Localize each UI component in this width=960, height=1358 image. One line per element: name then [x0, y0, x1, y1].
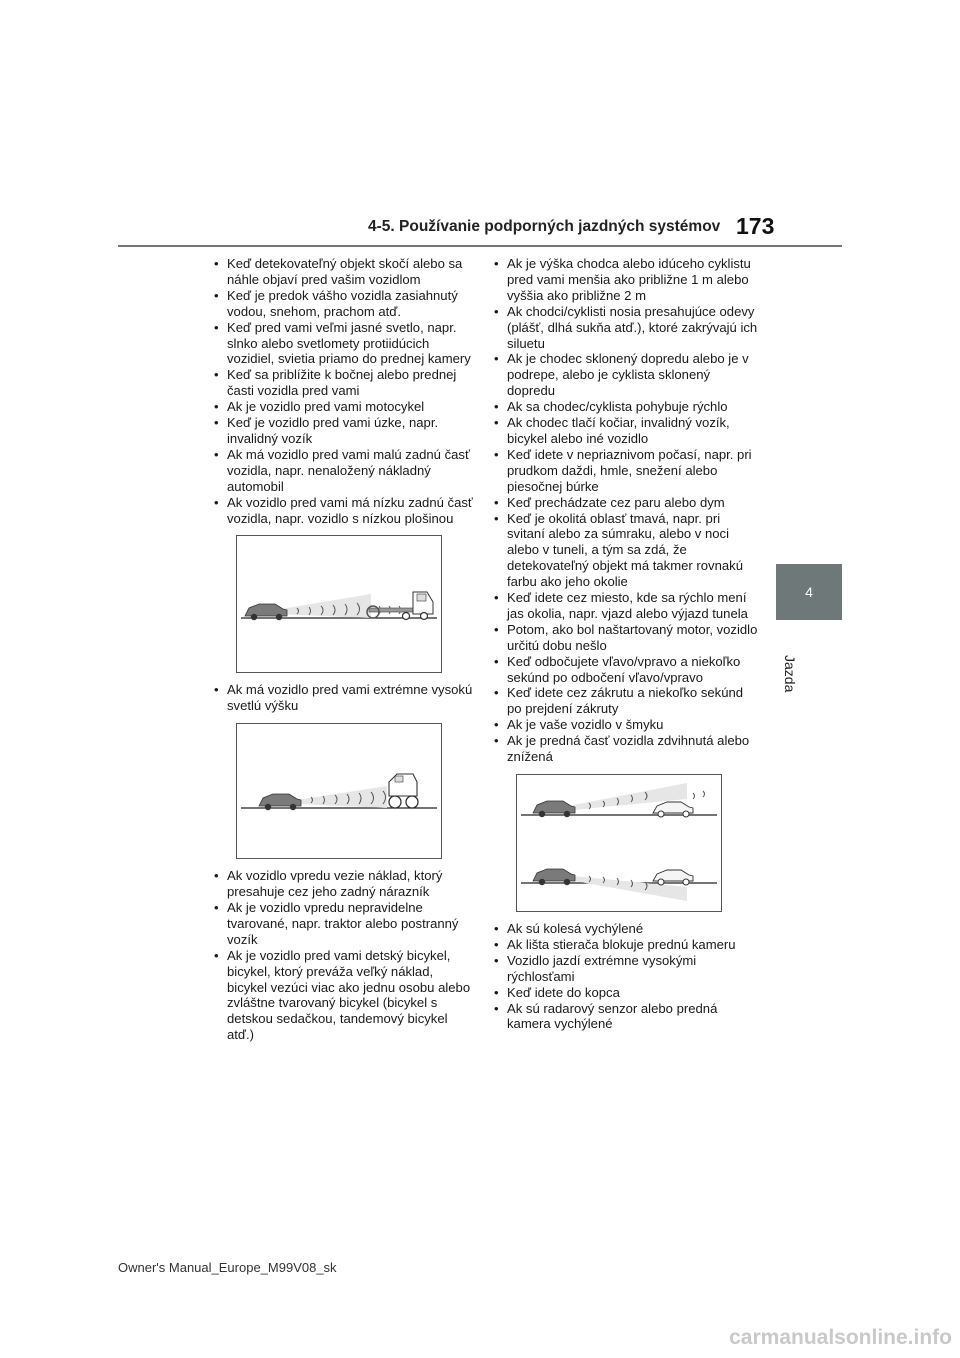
chapter-tab[interactable] — [776, 564, 842, 620]
list-item: • Ak je vozidlo pred vami motocykel — [212, 399, 474, 415]
figure-vehicle-pitch — [516, 774, 722, 912]
list-item: • Vozidlo jazdí extrémne vysokými rýchlosťami — [492, 953, 758, 985]
list-item: • Ak má vozidlo pred vami malú zadnú časť vozidla, napr. nenaložený nákladný automobil — [212, 447, 474, 495]
list-item: • Keď odbočujete vľavo/vpravo a niekoľko sekúnd po odbočení vľavo/vpravo — [492, 654, 758, 686]
right-list-b — [492, 921, 758, 1032]
list-item: • Ak sú radarový senzor alebo predná kamera vychýlené — [492, 1001, 758, 1033]
document-footer: Owner's Manual_Europe_M99V08_sk — [118, 1260, 337, 1275]
list-item: • Ak je vozidlo pred vami detský bicykel, bicykel, ktorý preváža veľký náklad, bicykel vezúci viac ako jednu osobu alebo zvláštne tvarovaný bicykel (bicykel s detskou sedačkou, tandemový bicykel atď.) — [212, 948, 474, 1043]
right-column — [492, 256, 758, 1032]
list-item: • Keď idete do kopca — [492, 985, 758, 1001]
left-list-b — [212, 682, 474, 714]
list-item: • Ak chodci/cyklisti nosia presahujúce odevy (plášť, dlhá sukňa atď.), ktoré zakrývajú ich siluetu — [492, 304, 758, 352]
page-number: 173 — [736, 213, 775, 239]
list-item: • Ak vozidlo vpredu vezie náklad, ktorý presahuje cez jeho zadný nárazník — [212, 868, 474, 900]
list-item: • Ak lišta stierača blokuje prednú kameru — [492, 937, 758, 953]
list-item: • Keď sa priblížite k bočnej alebo prednej časti vozidla pred vami — [212, 367, 474, 399]
list-item: • Keď idete cez zákrutu a niekoľko sekúnd po prejdení zákruty — [492, 685, 758, 717]
list-item: • Keď prechádzate cez paru alebo dym — [492, 495, 758, 511]
figure-high-clearance-vehicle — [236, 723, 442, 859]
header-divider — [118, 245, 842, 247]
left-column — [212, 256, 474, 1043]
list-item: • Ak sa chodec/cyklista pohybuje rýchlo — [492, 399, 758, 415]
right-list-a — [492, 256, 758, 765]
chapter-number: 4 — [805, 584, 813, 600]
list-item: • Ak je výška chodca alebo idúceho cyklistu pred vami menšia ako približne 1 m alebo vyššia ako približne 2 m — [492, 256, 758, 304]
list-item: • Potom, ako bol naštartovaný motor, vozidlo určitú dobu nešlo — [492, 622, 758, 654]
list-item: • Keď je vozidlo pred vami úzke, napr. invalidný vozík — [212, 415, 474, 447]
list-item: • Ak je vaše vozidlo v šmyku — [492, 717, 758, 733]
watermark: carmanualsonline.info — [729, 1326, 952, 1349]
pitch-illustration — [517, 775, 721, 911]
suv-illustration — [237, 724, 441, 858]
list-item: • Ak vozidlo pred vami má nízku zadnú časť vozidla, napr. vozidlo s nízkou plošinou — [212, 495, 474, 527]
section-title: 4-5. Používanie podporných jazdných systémov — [368, 218, 721, 235]
list-item: • Keď je okolitá oblasť tmavá, napr. pri svitaní alebo za súmraku, alebo v noci alebo v tuneli, a tým sa zdá, že detekovateľný objekt má takmer rovnakú farbu ako jeho okolie — [492, 511, 758, 591]
list-item: • Keď je predok vášho vozidla zasiahnutý vodou, snehom, prachom atď. — [212, 288, 474, 320]
list-item: • Keď detekovateľný objekt skočí alebo sa náhle objaví pred vašim vozidlom — [212, 256, 474, 288]
list-item: • Ak je predná časť vozidla zdvihnutá alebo znížená — [492, 733, 758, 765]
list-item: • Keď idete v nepriaznivom počasí, napr. pri prudkom daždi, hmle, snežení alebo piesočnej búrke — [492, 447, 758, 495]
truck-illustration — [237, 536, 441, 672]
figure-low-platform-truck — [236, 535, 442, 673]
list-item: • Ak je vozidlo vpredu nepravidelne tvarované, napr. traktor alebo postranný vozík — [212, 900, 474, 948]
list-item: • Ak chodec tlačí kočiar, invalidný vozík, bicykel alebo iné vozidlo — [492, 415, 758, 447]
left-list-c — [212, 868, 474, 1043]
list-item: • Ak sú kolesá vychýlené — [492, 921, 758, 937]
left-list-a — [212, 256, 474, 526]
list-item: • Keď idete cez miesto, kde sa rýchlo mení jas okolia, napr. vjazd alebo výjazd tunela — [492, 590, 758, 622]
chapter-label: Jazda — [782, 655, 798, 693]
list-item: • Keď pred vami veľmi jasné svetlo, napr. slnko alebo svetlomety protiidúcich vozidiel, svietia priamo do prednej kamery — [212, 320, 474, 368]
list-item: • Ak má vozidlo pred vami extrémne vysokú svetlú výšku — [212, 682, 474, 714]
list-item: • Ak je chodec sklonený dopredu alebo je v podrepe, alebo je cyklista sklonený dopredu — [492, 351, 758, 399]
